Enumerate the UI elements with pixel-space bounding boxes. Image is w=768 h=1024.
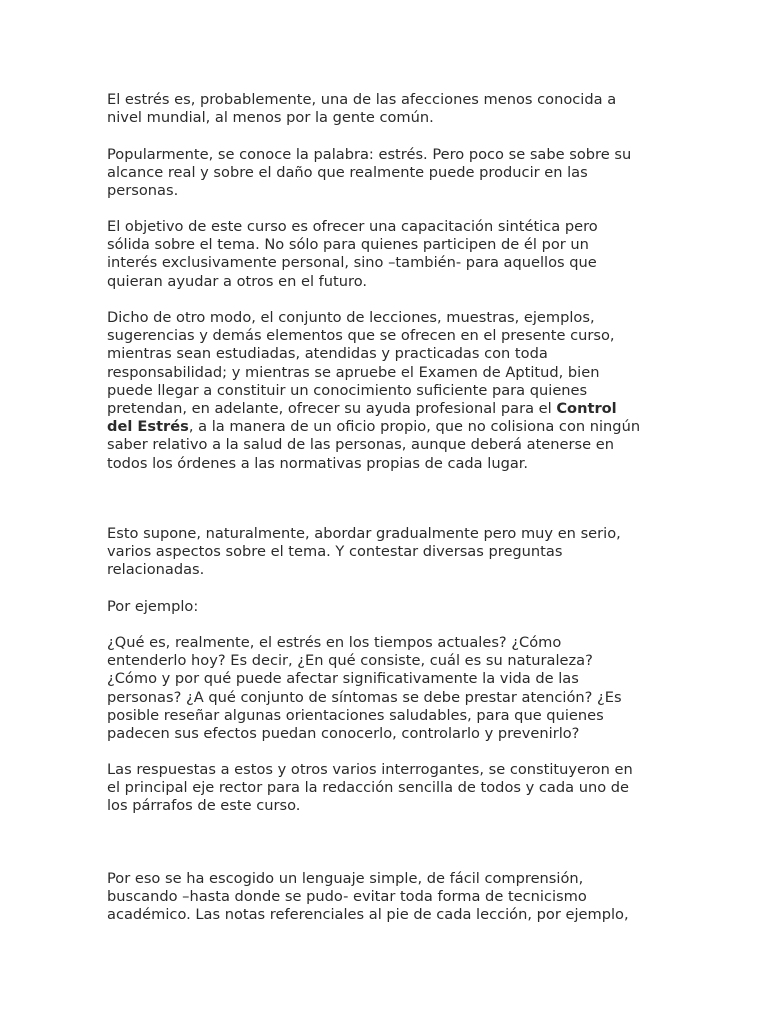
paragraph-line: El estrés es, probablemente, una de las afecciones menos conocida a — [107, 91, 617, 108]
paragraph-line: interés exclusivamente personal, sino –también- para aquellos que — [107, 254, 597, 272]
paragraph-line: relacionadas. — [107, 561, 205, 579]
paragraph-line: sugerencias y demás elementos que se ofrecen en el presente curso, — [107, 327, 615, 345]
paragraph-line: ¿Cómo y por qué puede afectar significativamente la vida de las — [107, 670, 579, 688]
paragraph-6 — [107, 598, 667, 616]
paragraph-line: mientras sean estudiadas, atendidas y practicadas con toda — [107, 345, 548, 363]
paragraph-line: ¿Qué es, realmente, el estrés en los tiempos actuales? ¿Cómo — [107, 634, 562, 651]
paragraph-line: Dicho de otro modo, el conjunto de lecciones, muestras, ejemplos, — [107, 309, 595, 326]
bold-term: del Estrés — [107, 418, 189, 436]
paragraph-line: el principal eje rector para la redacción sencilla de todos y cada uno de — [107, 779, 630, 797]
paragraph-9 — [107, 870, 667, 925]
paragraph-line: académico. Las notas referenciales al pie de cada lección, por ejemplo, — [107, 906, 629, 924]
paragraph-line: responsabilidad; y mientras se apruebe el Examen de Aptitud, bien — [107, 363, 600, 381]
paragraph-7 — [107, 634, 667, 743]
paragraph-line: todos los órdenes a las normativas propias de cada lugar. — [107, 454, 529, 472]
paragraph-text: , a la manera de un oficio propio, que no colisiona con ningún — [188, 418, 641, 436]
paragraph-4 — [107, 309, 667, 473]
paragraph-line: personas? ¿A qué conjunto de síntomas se debe prestar atención? ¿Es — [107, 688, 622, 706]
paragraph-line — [107, 400, 667, 418]
paragraph-line: quieran ayudar a otros en el futuro. — [107, 272, 368, 290]
paragraph-line: personas. — [107, 182, 179, 200]
paragraph-line: sólida sobre el tema. No sólo para quienes participen de él por un — [107, 236, 589, 254]
paragraph-line: alcance real y sobre el daño que realmente puede producir en las — [107, 164, 588, 182]
paragraph-line: Por ejemplo: — [107, 598, 199, 615]
paragraph-line: padecen sus efectos puedan conocerlo, controlarlo y prevenirlo? — [107, 725, 580, 743]
paragraph-line: entenderlo hoy? Es decir, ¿En qué consiste, cuál es su naturaleza? — [107, 652, 593, 670]
paragraph-8 — [107, 761, 667, 816]
paragraph-line: El objetivo de este curso es ofrecer una capacitación sintética pero — [107, 218, 598, 235]
paragraph-line: los párrafos de este curso. — [107, 797, 301, 815]
paragraph-line: nivel mundial, al menos por la gente común. — [107, 109, 434, 127]
paragraph-text: pretendan, en adelante, ofrecer su ayuda profesional para el — [107, 400, 557, 418]
paragraph-line: posible reseñar algunas orientaciones saludables, para que quienes — [107, 706, 604, 724]
paragraph-line: Esto supone, naturalmente, abordar gradualmente pero muy en serio, — [107, 525, 621, 542]
paragraph-line: Popularmente, se conoce la palabra: estrés. Pero poco se sabe sobre su — [107, 146, 632, 163]
paragraph-3 — [107, 218, 667, 291]
paragraph-1 — [107, 91, 667, 127]
paragraph-5 — [107, 525, 667, 580]
paragraph-line: Por eso se ha escogido un lenguaje simple, de fácil comprensión, — [107, 870, 584, 887]
paragraph-line — [107, 418, 667, 436]
bold-term: Control — [556, 400, 617, 418]
paragraph-line: puede llegar a constituir un conocimiento suficiente para quienes — [107, 381, 588, 399]
paragraph-line: Las respuestas a estos y otros varios interrogantes, se constituyeron en — [107, 761, 633, 778]
paragraph-line: buscando –hasta donde se pudo- evitar toda forma de tecnicismo — [107, 888, 587, 906]
paragraph-2 — [107, 146, 667, 201]
paragraph-line: saber relativo a la salud de las personas, aunque deberá atenerse en — [107, 436, 614, 454]
paragraph-line: varios aspectos sobre el tema. Y contestar diversas preguntas — [107, 543, 563, 561]
